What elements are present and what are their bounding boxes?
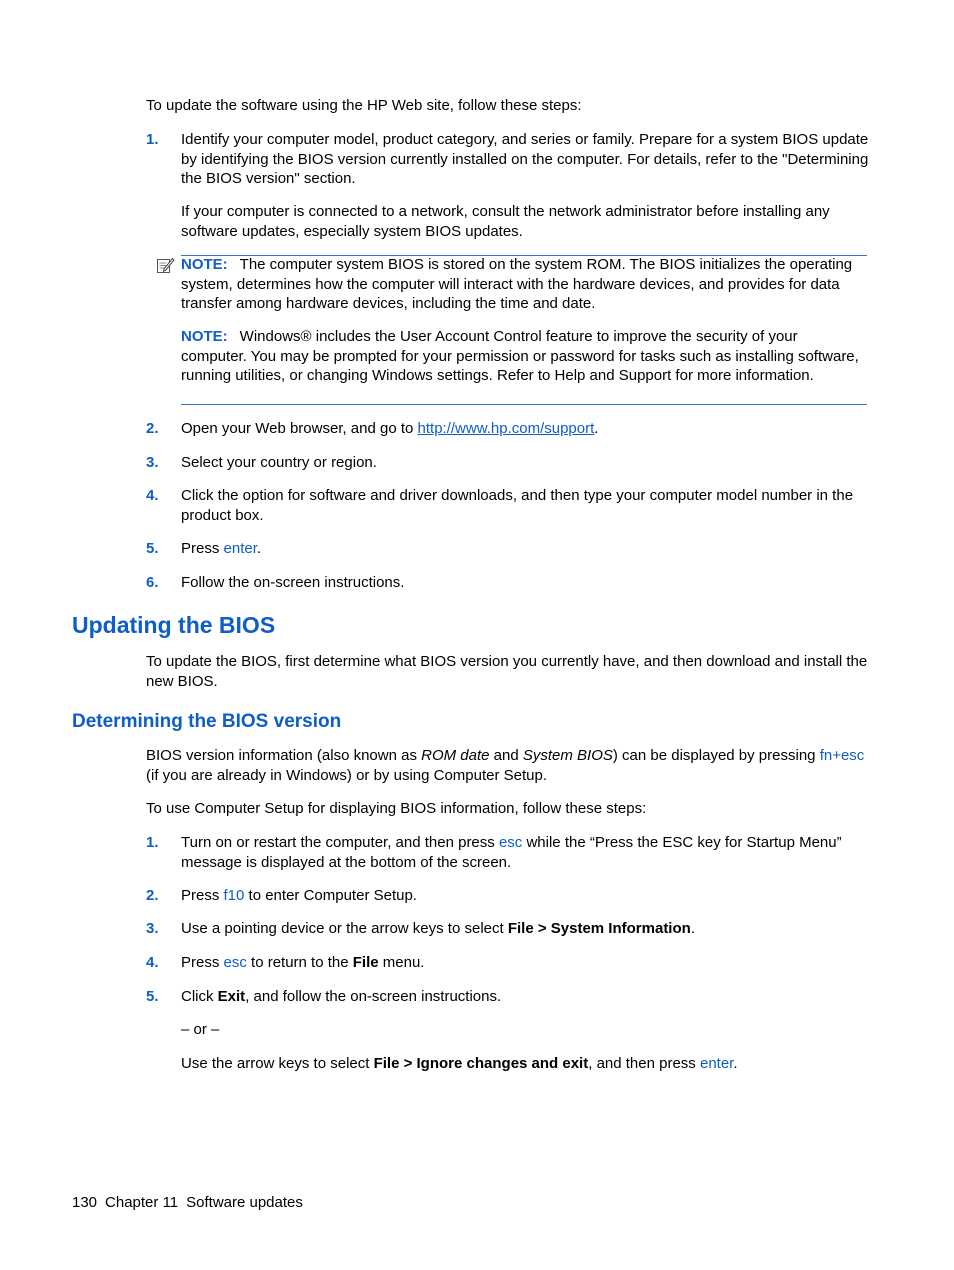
step-number: 4. [146,954,159,971]
step-text: Identify your computer model, product category, and series or family. Prepare for a system BIOS update by identifying the BIOS version currently installed on the computer. For details, refer to the "Determining the BIOS version" section. [181,131,869,187]
step-number: 3. [146,920,159,937]
step-number: 3. [146,454,159,471]
key-name: enter [699,1055,734,1072]
note-bottom-rule [181,404,867,405]
hp-support-link[interactable]: http://www.hp.com/support [417,420,595,437]
step-number: 2. [146,420,159,437]
note-text: Windows® includes the User Account Control feature to improve the security of your computer. You may be prompted for your permission or password for tasks such as installing software, running utilities, or changing Windows settings. Refer to Help and Support for more information. [181,328,859,384]
intro-paragraph: To update the software using the HP Web site, follow these steps: [146,97,582,114]
page-footer [72,1193,311,1212]
step-text: Follow the on-screen instructions. [181,574,405,591]
key-name: esc [498,834,523,851]
step-number: 5. [146,988,159,1005]
key-name: f10 [223,887,245,904]
note-pencil-icon [156,256,175,275]
step-number: 1. [146,834,159,851]
step-text: Press esc to return to the File menu. [181,954,425,971]
subsection-heading: Determining the BIOS version [72,711,342,732]
step-number: 4. [146,487,159,504]
note-label: NOTE: [181,256,228,273]
page-number: 130 [72,1194,98,1211]
footer-chapter: Chapter 11 [105,1194,179,1211]
bios-info-paragraph: BIOS version information (also known as ROM date and System BIOS) can be displayed by pressing fn+esc (if you are already in Windows) or by using Computer Setup. [146,747,865,784]
note-text: The computer system BIOS is stored on the system ROM. The BIOS initializes the operating system, determines how the computer will interact with the hardware devices, and provides for data transfer among hardware devices, including the time and date. [181,256,853,312]
step-number: 1. [146,131,159,148]
key-name: esc [223,954,247,971]
section-intro: To update the BIOS, first determine what BIOS version you currently have, and then download and install the new BIOS. [146,653,868,690]
alt-step: Use the arrow keys to select File > Ignore changes and exit, and then press enter. [181,1055,738,1072]
or-separator: – or – [181,1021,220,1038]
key-name: fn+esc [819,747,865,764]
footer-title: Software updates [186,1194,303,1211]
note-2 [181,327,867,386]
step-text: Press enter. [181,540,262,557]
step-text: Click the option for software and driver downloads, and then type your computer model number in the product box. [181,487,854,524]
step-text: Open your Web browser, and go to http://www.hp.com/support. [181,420,599,437]
step-text: Select your country or region. [181,454,377,471]
setup-intro: To use Computer Setup for displaying BIOS information, follow these steps: [146,800,647,817]
step-text: Press f10 to enter Computer Setup. [181,887,417,904]
step-number: 5. [146,540,159,557]
step-text: Click Exit, and follow the on-screen instructions. [181,988,502,1005]
key-name: enter [223,540,257,557]
step-text: Use a pointing device or the arrow keys to select File > System Information. [181,920,695,937]
step-number: 2. [146,887,159,904]
step-paragraph: If your computer is connected to a network, consult the network administrator before installing any software updates, especially system BIOS updates. [181,203,830,240]
note-label: NOTE: [181,328,228,345]
step-text: Turn on or restart the computer, and then press esc while the “Press the ESC key for Startup Menu” message is displayed at the bottom of the screen. [181,834,842,871]
step-number: 6. [146,574,159,591]
note-1 [181,255,867,314]
section-heading: Updating the BIOS [72,612,276,638]
